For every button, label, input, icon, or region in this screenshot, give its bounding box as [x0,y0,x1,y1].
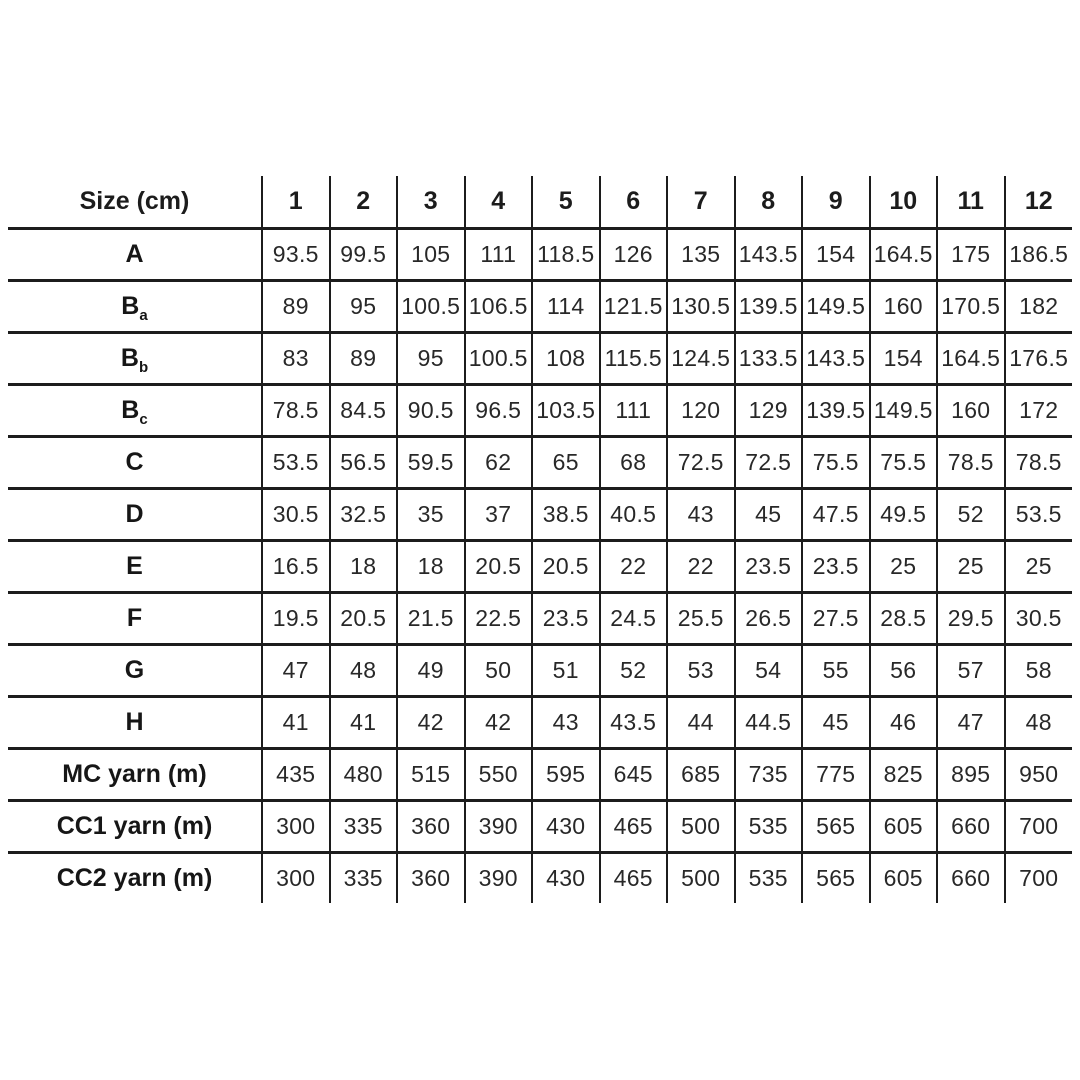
value-cell: 19.5 [262,593,330,645]
value-cell: 89 [330,333,398,385]
row-label-text: D [125,500,144,528]
row-label [8,229,262,281]
value-cell: 115.5 [600,333,668,385]
value-cell: 62 [465,437,533,489]
row-label [8,437,262,489]
value-cell: 90.5 [397,385,465,437]
row-label-text: F [126,604,143,632]
value-cell: 825 [870,749,938,801]
value-cell: 41 [262,697,330,749]
value-cell: 390 [465,801,533,853]
value-cell: 565 [802,801,870,853]
value-cell: 20.5 [532,541,600,593]
value-cell: 360 [397,853,465,904]
value-cell: 170.5 [937,281,1005,333]
value-cell: 45 [802,697,870,749]
row-label-text: A [125,240,144,268]
value-cell: 111 [600,385,668,437]
value-cell: 164.5 [870,229,938,281]
row-label [8,645,262,697]
value-cell: 335 [330,801,398,853]
value-cell: 111 [465,229,533,281]
row-label-subscript: b [138,359,149,376]
row-label-text: MC yarn (m) [62,760,207,788]
value-cell: 65 [532,437,600,489]
value-cell: 172 [1005,385,1073,437]
value-cell: 186.5 [1005,229,1073,281]
value-cell: 160 [937,385,1005,437]
value-cell: 25.5 [667,593,735,645]
value-cell: 23.5 [735,541,803,593]
value-cell: 25 [870,541,938,593]
value-cell: 95 [330,281,398,333]
value-cell: 32.5 [330,489,398,541]
value-cell: 895 [937,749,1005,801]
table-row [8,593,1072,645]
row-label-text: B [121,292,140,320]
value-cell: 95 [397,333,465,385]
value-cell: 53.5 [262,437,330,489]
value-cell: 465 [600,853,668,904]
value-cell: 35 [397,489,465,541]
value-cell: 130.5 [667,281,735,333]
row-label [8,333,262,385]
value-cell: 22 [667,541,735,593]
value-cell: 42 [397,697,465,749]
value-cell: 335 [330,853,398,904]
value-cell: 57 [937,645,1005,697]
value-cell: 100.5 [397,281,465,333]
value-cell: 54 [735,645,803,697]
value-cell: 515 [397,749,465,801]
row-label [8,385,262,437]
value-cell: 83 [262,333,330,385]
value-cell: 21.5 [397,593,465,645]
size-chart-table [8,176,1072,903]
value-cell: 160 [870,281,938,333]
value-cell: 124.5 [667,333,735,385]
value-cell: 605 [870,801,938,853]
table-row [8,385,1072,437]
value-cell: 139.5 [802,385,870,437]
value-cell: 535 [735,853,803,904]
value-cell: 30.5 [262,489,330,541]
header-corner-label: Size (cm) [79,187,190,215]
value-cell: 37 [465,489,533,541]
value-cell: 660 [937,801,1005,853]
value-cell: 103.5 [532,385,600,437]
value-cell: 51 [532,645,600,697]
value-cell: 53 [667,645,735,697]
row-label [8,593,262,645]
value-cell: 48 [1005,697,1073,749]
value-cell: 143.5 [802,333,870,385]
value-cell: 950 [1005,749,1073,801]
value-cell: 93.5 [262,229,330,281]
value-cell: 27.5 [802,593,870,645]
value-cell: 47 [937,697,1005,749]
value-cell: 430 [532,801,600,853]
value-cell: 106.5 [465,281,533,333]
table-header [8,176,1072,229]
row-label-text: CC1 yarn (m) [56,812,213,840]
value-cell: 18 [330,541,398,593]
value-cell: 465 [600,801,668,853]
header-size-column: 9 [802,176,870,229]
table-row [8,749,1072,801]
table-row [8,333,1072,385]
value-cell: 118.5 [532,229,600,281]
value-cell: 300 [262,853,330,904]
value-cell: 105 [397,229,465,281]
value-cell: 41 [330,697,398,749]
value-cell: 18 [397,541,465,593]
table-row [8,645,1072,697]
value-cell: 154 [870,333,938,385]
value-cell: 430 [532,853,600,904]
value-cell: 30.5 [1005,593,1073,645]
value-cell: 700 [1005,801,1073,853]
table-body [8,229,1072,904]
header-size-column: 12 [1005,176,1073,229]
row-label [8,489,262,541]
value-cell: 500 [667,801,735,853]
value-cell: 133.5 [735,333,803,385]
value-cell: 78.5 [1005,437,1073,489]
value-cell: 78.5 [262,385,330,437]
value-cell: 45 [735,489,803,541]
value-cell: 108 [532,333,600,385]
row-label [8,281,262,333]
header-row [8,176,1072,229]
value-cell: 154 [802,229,870,281]
value-cell: 121.5 [600,281,668,333]
value-cell: 52 [937,489,1005,541]
table-row [8,437,1072,489]
value-cell: 500 [667,853,735,904]
value-cell: 149.5 [802,281,870,333]
value-cell: 16.5 [262,541,330,593]
header-size-column: 2 [330,176,398,229]
value-cell: 735 [735,749,803,801]
value-cell: 49.5 [870,489,938,541]
value-cell: 99.5 [330,229,398,281]
value-cell: 44.5 [735,697,803,749]
value-cell: 43.5 [600,697,668,749]
value-cell: 300 [262,801,330,853]
value-cell: 46 [870,697,938,749]
value-cell: 78.5 [937,437,1005,489]
value-cell: 775 [802,749,870,801]
value-cell: 48 [330,645,398,697]
row-label [8,801,262,853]
value-cell: 43 [667,489,735,541]
value-cell: 175 [937,229,1005,281]
row-label-text: E [126,552,143,580]
value-cell: 23.5 [802,541,870,593]
row-label-subscript: c [139,411,148,428]
value-cell: 28.5 [870,593,938,645]
value-cell: 20.5 [465,541,533,593]
value-cell: 565 [802,853,870,904]
value-cell: 58 [1005,645,1073,697]
row-label [8,749,262,801]
value-cell: 56.5 [330,437,398,489]
value-cell: 96.5 [465,385,533,437]
header-size-column: 1 [262,176,330,229]
table-row [8,801,1072,853]
value-cell: 22.5 [465,593,533,645]
value-cell: 89 [262,281,330,333]
row-label-text: C [125,448,144,476]
value-cell: 435 [262,749,330,801]
value-cell: 129 [735,385,803,437]
table-row [8,229,1072,281]
value-cell: 24.5 [600,593,668,645]
value-cell: 84.5 [330,385,398,437]
value-cell: 700 [1005,853,1073,904]
value-cell: 480 [330,749,398,801]
header-size-column: 6 [600,176,668,229]
value-cell: 53.5 [1005,489,1073,541]
row-label-text: H [125,708,144,736]
table-row [8,489,1072,541]
row-label-subscript: a [139,307,148,324]
value-cell: 149.5 [870,385,938,437]
row-label [8,541,262,593]
value-cell: 164.5 [937,333,1005,385]
value-cell: 176.5 [1005,333,1073,385]
value-cell: 72.5 [667,437,735,489]
value-cell: 660 [937,853,1005,904]
value-cell: 25 [937,541,1005,593]
value-cell: 126 [600,229,668,281]
header-size-column: 10 [870,176,938,229]
table-row [8,853,1072,904]
value-cell: 47.5 [802,489,870,541]
header-size-column: 5 [532,176,600,229]
row-label-text: B [120,344,139,372]
value-cell: 72.5 [735,437,803,489]
value-cell: 595 [532,749,600,801]
row-label-text: B [121,396,140,424]
row-label [8,853,262,904]
table-row [8,541,1072,593]
row-label-text: CC2 yarn (m) [56,864,213,892]
value-cell: 390 [465,853,533,904]
value-cell: 360 [397,801,465,853]
value-cell: 50 [465,645,533,697]
value-cell: 135 [667,229,735,281]
value-cell: 100.5 [465,333,533,385]
value-cell: 535 [735,801,803,853]
value-cell: 143.5 [735,229,803,281]
value-cell: 25 [1005,541,1073,593]
value-cell: 59.5 [397,437,465,489]
value-cell: 120 [667,385,735,437]
value-cell: 114 [532,281,600,333]
value-cell: 550 [465,749,533,801]
header-size-column: 3 [397,176,465,229]
value-cell: 182 [1005,281,1073,333]
value-cell: 40.5 [600,489,668,541]
header-size-column: 8 [735,176,803,229]
value-cell: 38.5 [532,489,600,541]
value-cell: 75.5 [870,437,938,489]
value-cell: 49 [397,645,465,697]
value-cell: 23.5 [532,593,600,645]
value-cell: 26.5 [735,593,803,645]
value-cell: 44 [667,697,735,749]
value-cell: 75.5 [802,437,870,489]
value-cell: 52 [600,645,668,697]
value-cell: 43 [532,697,600,749]
row-label [8,697,262,749]
header-size-column: 11 [937,176,1005,229]
value-cell: 56 [870,645,938,697]
value-cell: 55 [802,645,870,697]
value-cell: 605 [870,853,938,904]
value-cell: 47 [262,645,330,697]
row-label-text: G [124,656,145,684]
value-cell: 42 [465,697,533,749]
table-row [8,697,1072,749]
value-cell: 68 [600,437,668,489]
value-cell: 22 [600,541,668,593]
header-size-column: 7 [667,176,735,229]
value-cell: 20.5 [330,593,398,645]
value-cell: 139.5 [735,281,803,333]
header-size-column: 4 [465,176,533,229]
value-cell: 685 [667,749,735,801]
table-row [8,281,1072,333]
value-cell: 29.5 [937,593,1005,645]
value-cell: 645 [600,749,668,801]
